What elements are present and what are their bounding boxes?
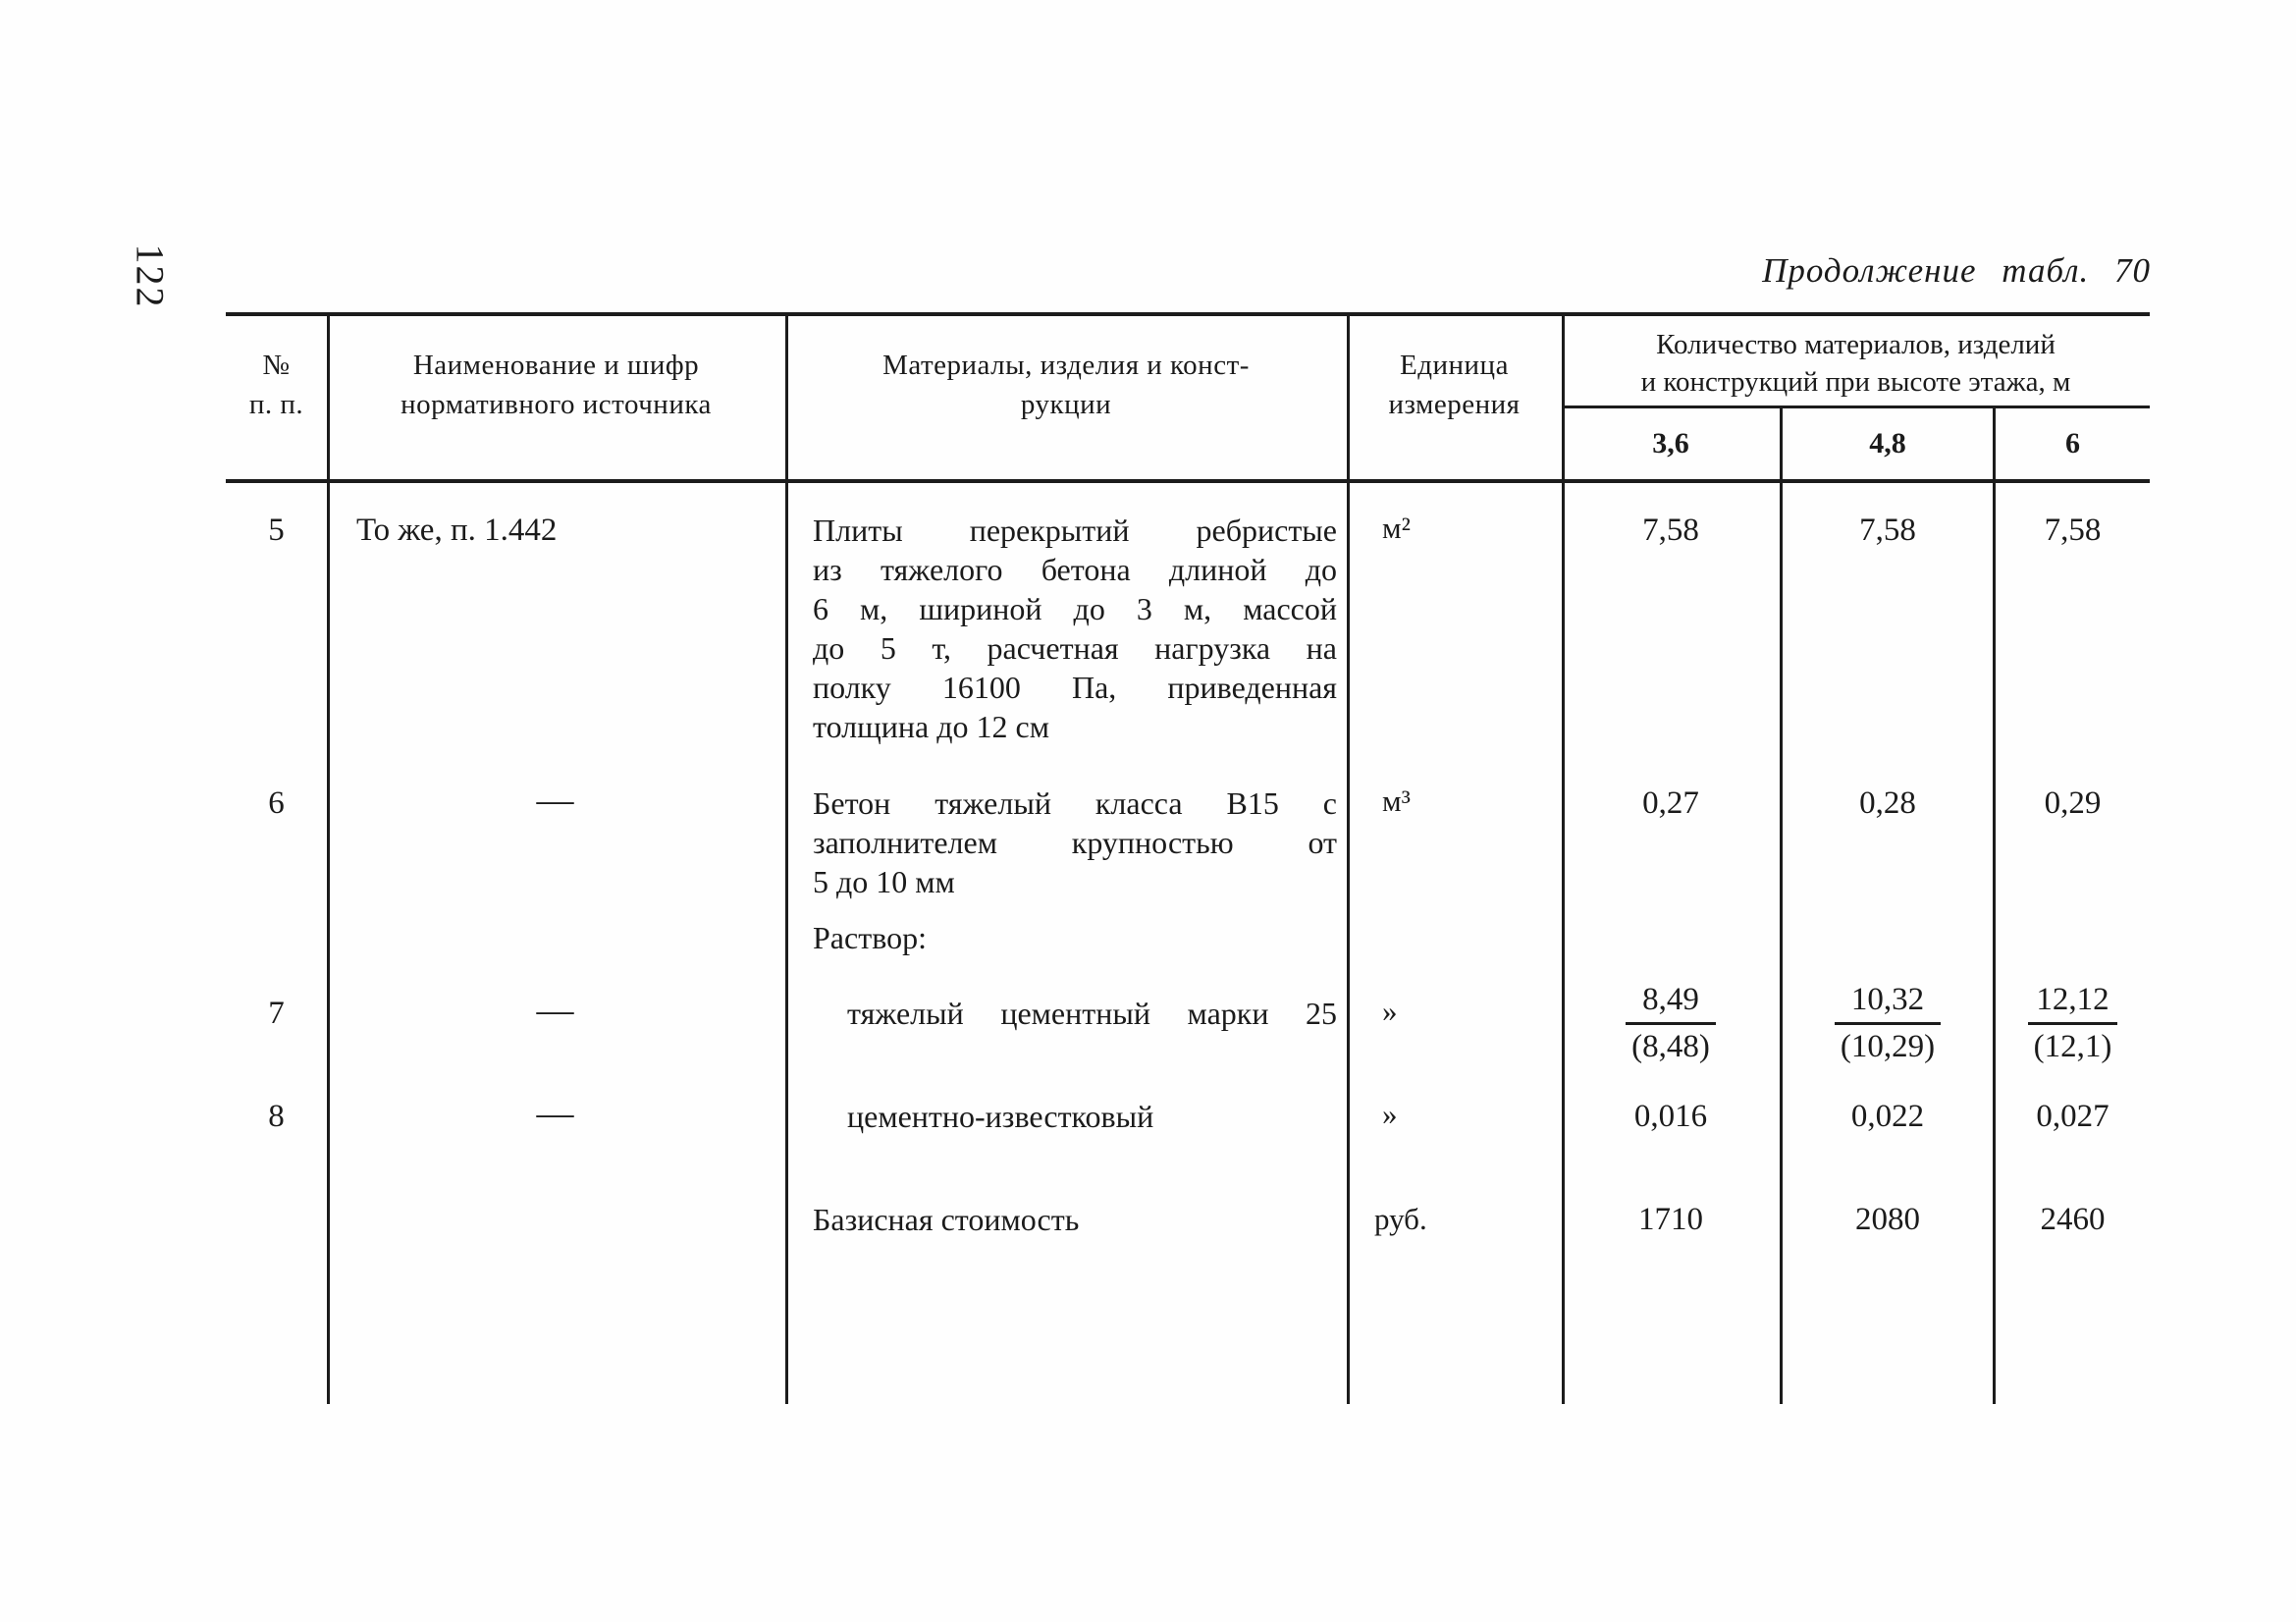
- row5-material-line: до 5 т, расчетная нагрузка на: [813, 630, 1337, 666]
- row7-qty-4-8-denominator: (10,29): [1835, 1022, 1941, 1064]
- row7-qty-3-6: [1562, 982, 1780, 1064]
- row6-material-line: 5 до 10 мм: [813, 864, 955, 899]
- row7-qty-6-numerator: 12,12: [2036, 982, 2109, 1017]
- row5-material-line: Плиты перекрытий ребристые: [813, 513, 1337, 548]
- row5-number: 5: [268, 513, 285, 548]
- header-materials-line2: рукции: [1020, 389, 1112, 420]
- header-name-line2: нормативного источника: [400, 389, 712, 420]
- header-unit-line2: измерения: [1388, 389, 1521, 420]
- row8-qty-3-6: 0,016: [1633, 1099, 1708, 1134]
- row7-qty-3-6-denominator: (8,48): [1626, 1022, 1716, 1064]
- row6-qty-6: 0,29: [2044, 785, 2102, 821]
- header-name-line1: Наименование и шифр: [412, 350, 700, 381]
- row7-qty-6-denominator: (12,1): [2028, 1022, 2118, 1064]
- divider-unit-qty: [1562, 314, 1565, 1404]
- row6-qty-4-8: 0,28: [1859, 785, 1916, 821]
- row7-source-dash: —: [536, 990, 576, 1031]
- row5-material-line: 6 м, шириной до 3 м, массой: [813, 591, 1337, 626]
- divider-materials-unit: [1347, 314, 1350, 1404]
- row7-qty-6: [1996, 982, 2150, 1064]
- group-header-rule: [1562, 406, 2150, 408]
- row6-number: 6: [268, 785, 285, 821]
- row6-unit: м³: [1382, 784, 1411, 818]
- row7-qty-4-8: [1783, 982, 1993, 1064]
- materials-subheading: Раствор:: [813, 920, 927, 955]
- row6-material-line: заполнителем крупностью от: [813, 825, 1337, 860]
- divider-36-48: [1780, 407, 1783, 1404]
- row5-material-line: из тяжелого бетона длиной до: [813, 552, 1337, 587]
- divider-48-6: [1993, 407, 1996, 1404]
- header-quantity-group: [1562, 326, 2150, 401]
- row8-qty-6: 0,027: [2036, 1099, 2109, 1134]
- row5-qty-3-6: 7,58: [1642, 513, 1699, 548]
- row5-material-line: полку 16100 Па, приведенная: [813, 670, 1337, 705]
- base-cost-unit: руб.: [1374, 1202, 1427, 1236]
- base-cost-3-6: 1710: [1638, 1202, 1703, 1237]
- row5-source: То же, п. 1.442: [356, 513, 558, 548]
- row7-number: 7: [268, 996, 285, 1031]
- row7-qty-3-6-numerator: 8,49: [1642, 982, 1699, 1017]
- row7-fraction-4-8: [1835, 982, 1941, 1064]
- row7-qty-4-8-numerator: 10,32: [1850, 982, 1925, 1017]
- header-no-line1: №: [262, 350, 291, 381]
- row6-qty-3-6: 0,27: [1642, 785, 1699, 821]
- row5-material-line: толщина до 12 см: [813, 709, 1049, 744]
- header-materials-line1: Материалы, изделия и конст-: [882, 350, 1250, 381]
- row5-material: [813, 511, 1337, 746]
- header-height-4-8: 4,8: [1869, 427, 1906, 460]
- table-top-rule: [226, 312, 2150, 316]
- row5-qty-4-8: 7,58: [1859, 513, 1916, 548]
- row8-unit: »: [1382, 1097, 1398, 1131]
- header-no-line2: п. п.: [248, 389, 304, 420]
- header-name-source: [327, 346, 785, 424]
- base-cost-4-8: 2080: [1855, 1202, 1920, 1237]
- base-cost-6: 2460: [2040, 1202, 2106, 1237]
- header-unit-line1: Единица: [1400, 350, 1509, 381]
- divider-no-name: [327, 314, 330, 1404]
- header-quantity-line2: и конструкций при высоте этажа, м: [1640, 366, 2071, 398]
- row5-qty-6: 7,58: [2044, 513, 2102, 548]
- header-unit: [1347, 346, 1562, 424]
- row8-qty-4-8: 0,022: [1850, 1099, 1925, 1134]
- row6-material-line: Бетон тяжелый класса В15 с: [813, 785, 1337, 821]
- page-number: 122: [128, 243, 173, 309]
- divider-name-materials: [785, 314, 788, 1404]
- base-cost-label: Базисная стоимость: [813, 1202, 1080, 1237]
- header-height-3-6: 3,6: [1652, 427, 1689, 460]
- row8-source-dash: —: [536, 1093, 576, 1134]
- row8-material-label: цементно-известковый: [847, 1099, 1154, 1134]
- row8-number: 8: [268, 1099, 285, 1134]
- row6-material: [813, 784, 1337, 901]
- row7-unit: »: [1382, 994, 1398, 1028]
- header-height-6: 6: [2065, 427, 2080, 460]
- row7-fraction-3-6: [1626, 982, 1716, 1064]
- header-materials: [785, 346, 1347, 424]
- row6-source-dash: —: [536, 780, 576, 821]
- header-no: [226, 346, 327, 424]
- row7-fraction-6: [2028, 982, 2118, 1064]
- header-bottom-rule: [226, 479, 2150, 483]
- row7-material-label: тяжелый цементный марки 25: [847, 996, 1337, 1031]
- header-quantity-line1: Количество материалов, изделий: [1656, 329, 2056, 360]
- row5-unit: м²: [1382, 511, 1411, 545]
- table-caption: Продолжение табл. 70: [1762, 251, 2151, 290]
